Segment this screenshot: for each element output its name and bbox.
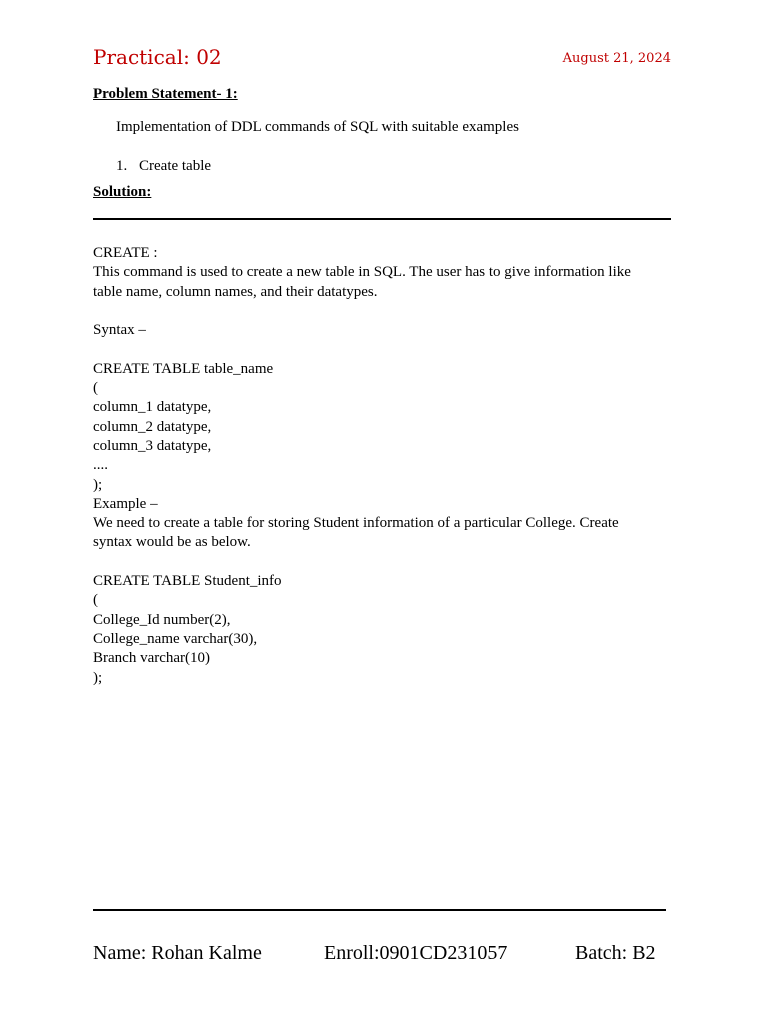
header-divider — [93, 218, 671, 220]
solution-line: College_name varchar(30), — [93, 630, 258, 647]
solution-heading: Solution: — [93, 184, 152, 200]
blank-line — [93, 302, 671, 321]
solution-line: CREATE TABLE table_name — [93, 360, 274, 377]
task-item — [116, 157, 211, 175]
solution-line: We need to create a table for storing Student information of a particular College. Create — [93, 515, 619, 532]
solution-line: column_1 datatype, — [93, 399, 212, 416]
solution-line: syntax would be as below. — [93, 534, 251, 551]
solution-line: CREATE TABLE Student_info — [93, 573, 282, 590]
solution-line: table name, column names, and their datatypes. — [93, 283, 378, 300]
solution-line: CREATE : — [93, 245, 158, 261]
solution-line: column_2 datatype, — [93, 418, 212, 435]
student-name: Name: Rohan Kalme — [93, 942, 262, 964]
solution-line: ); — [93, 669, 103, 686]
solution-line: ( — [93, 380, 98, 397]
practical-date: August 21, 2024 — [562, 51, 671, 66]
batch-label: Batch: B2 — [575, 942, 656, 964]
task-label: Create table — [139, 158, 212, 174]
solution-line: .... — [93, 457, 108, 474]
solution-line: Syntax – — [93, 322, 146, 339]
footer-divider — [93, 909, 666, 911]
blank-line — [93, 340, 671, 359]
solution-line: This command is used to create a new table in SQL. The user has to give information like — [93, 264, 631, 281]
blank-line — [93, 553, 671, 572]
solution-line: Branch varchar(10) — [93, 650, 211, 667]
task-list — [116, 157, 211, 175]
solution-line: ( — [93, 592, 98, 609]
solution-line: Example – — [93, 495, 158, 512]
solution-line: column_3 datatype, — [93, 437, 212, 454]
problem-statement-text: Implementation of DDL commands of SQL with suitable examples — [116, 119, 519, 135]
solution-line: ); — [93, 476, 103, 493]
practical-title: Practical: 02 — [93, 45, 222, 69]
solution-body — [93, 244, 671, 688]
solution-line: College_Id number(2), — [93, 611, 231, 628]
task-number: 1. — [116, 158, 128, 174]
problem-statement-heading: Problem Statement- 1: — [93, 86, 238, 102]
enrollment-number: Enroll:0901CD231057 — [324, 942, 508, 964]
